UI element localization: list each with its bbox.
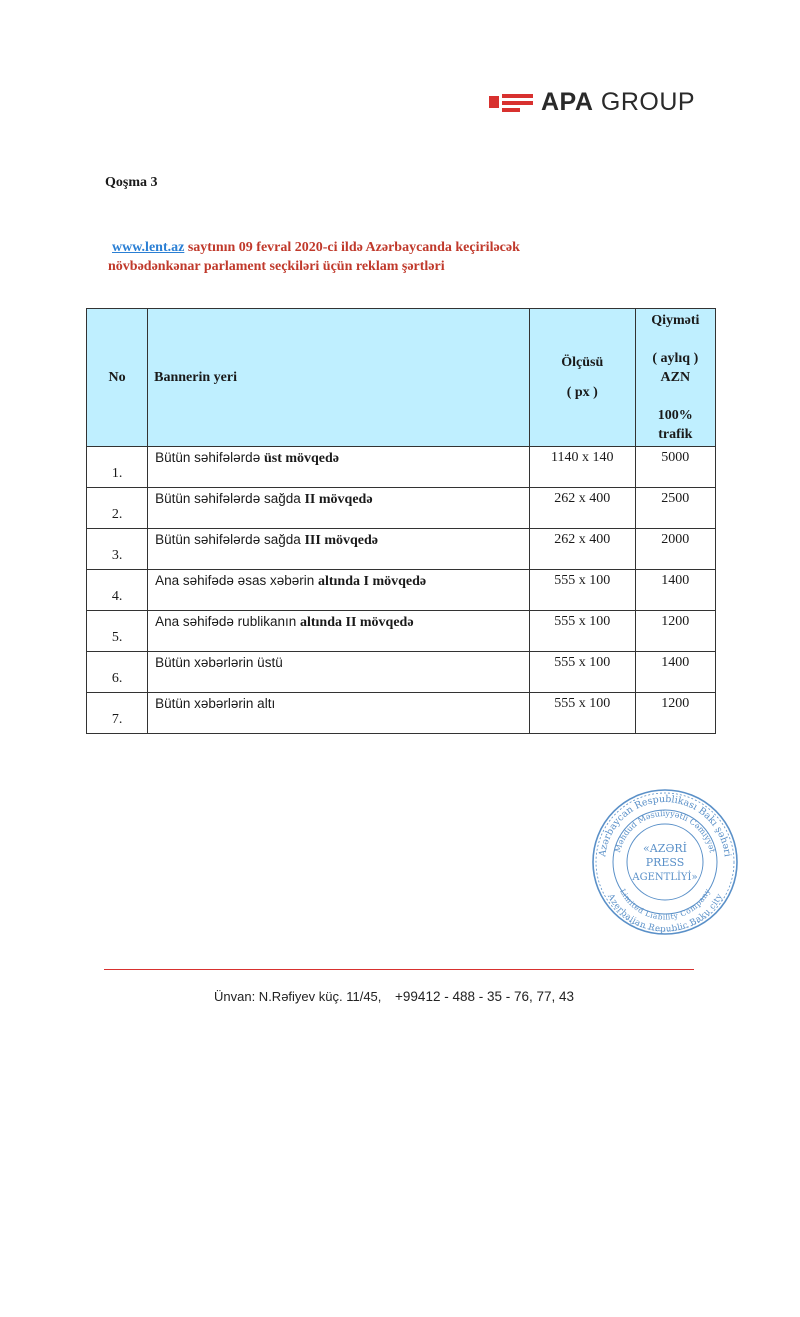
logo-brand: APA [541,88,594,116]
row-size: 555 x 100 [529,570,635,611]
row-location [148,611,530,652]
table-row [87,693,716,734]
pricing-table [86,308,716,734]
heading-line1: saytının 09 fevral 2020-ci ildə Azərbaycanda keçiriləcək [187,240,520,255]
header-size-unit: ( px ) [566,384,598,400]
row-size: 555 x 100 [529,611,635,652]
document-heading [108,238,668,276]
row-location-plain: Bütün səhifələrdə sağda [155,532,305,547]
row-price: 1200 [635,611,715,652]
row-size: 1140 x 140 [529,447,635,488]
row-number: 2. [87,488,148,529]
attachment-label: Qoşma 3 [105,175,158,190]
stamp-outer-text: Azərbaycan Respublikası Bakı şəhəri [597,793,733,858]
company-seal-stamp [591,788,739,936]
stamp-bottom-inner-text: Limited Liability Company [618,887,712,922]
header-price-line2: ( aylıq ) [652,351,699,366]
header-price [635,309,715,447]
row-size: 262 x 400 [529,488,635,529]
row-location-plain: Bütün səhifələrdə sağda [155,491,305,506]
row-number: 6. [87,652,148,693]
row-location [148,529,530,570]
phone-text: +99412 - 488 - 35 - 76, 77, 43 [395,989,575,1004]
row-number: 4. [87,570,148,611]
table-row [87,611,716,652]
stamp-inner-text: Məhdud Məsuliyyətli Cəmiyyət [612,808,717,854]
apa-logo-icon [489,92,533,114]
row-location [148,693,530,734]
header-price-line5: trafik [658,427,693,442]
heading-line2: növbədənkənar parlament seçkiləri üçün reklam şərtləri [108,259,445,274]
header-price-line1: Qiymәti [651,313,700,328]
row-location [148,652,530,693]
stamp-center-line3: AGENTLİYİ» [632,872,698,883]
row-size: 555 x 100 [529,693,635,734]
row-size: 555 x 100 [529,652,635,693]
address-text: Ünvan: N.Rəfiyev küç. 11/45, [214,989,382,1004]
row-price: 1200 [635,693,715,734]
site-link[interactable]: www.lent.az [112,240,185,255]
header-size-label: Ölçüsü [561,354,604,370]
table-row [87,652,716,693]
footer-divider [104,969,694,970]
table-row [87,529,716,570]
row-number: 3. [87,529,148,570]
row-number: 7. [87,693,148,734]
footer-address [214,989,574,1004]
stamp-bottom-outer-text: Azerbaijan Republic Baku city [605,892,725,935]
row-location-plain: Ana səhifədə əsas xəbərin [155,573,318,588]
row-price: 2000 [635,529,715,570]
row-number: 1. [87,447,148,488]
header-location: Bannerin yeri [148,309,530,447]
company-logo [489,88,695,117]
row-location-plain: Bütün xəbərlərin üstü [155,655,283,670]
row-location [148,488,530,529]
row-location-bold: altında I mövqedə [317,574,427,589]
header-price-line3: AZN [660,370,691,385]
row-location-bold: altında II mövqedə [299,615,414,630]
row-location-bold: III mövqedə [304,533,378,548]
table-row [87,447,716,488]
row-location-bold: II mövqedə [304,492,373,507]
row-location-plain: Bütün xəbərlərin altı [155,696,276,711]
row-size: 262 x 400 [529,529,635,570]
row-location-bold: üst mövqedə [263,451,340,466]
row-number: 5. [87,611,148,652]
row-location [148,570,530,611]
stamp-center-line1: «AZƏRİ [643,842,687,855]
logo-text [541,88,695,117]
table-header-row [87,309,716,447]
table-row [87,570,716,611]
row-location-plain: Ana səhifədə rublikanın [155,614,300,629]
row-price: 5000 [635,447,715,488]
header-size [529,309,635,447]
row-price: 1400 [635,570,715,611]
row-price: 1400 [635,652,715,693]
stamp-center-line2: PRESS [645,856,685,869]
table-row [87,488,716,529]
header-no: No [87,309,148,447]
row-price: 2500 [635,488,715,529]
header-price-line4: 100% [657,408,693,423]
row-location-plain: Bütün səhifələrdə [155,450,264,465]
row-location [148,447,530,488]
logo-suffix: GROUP [600,88,696,116]
